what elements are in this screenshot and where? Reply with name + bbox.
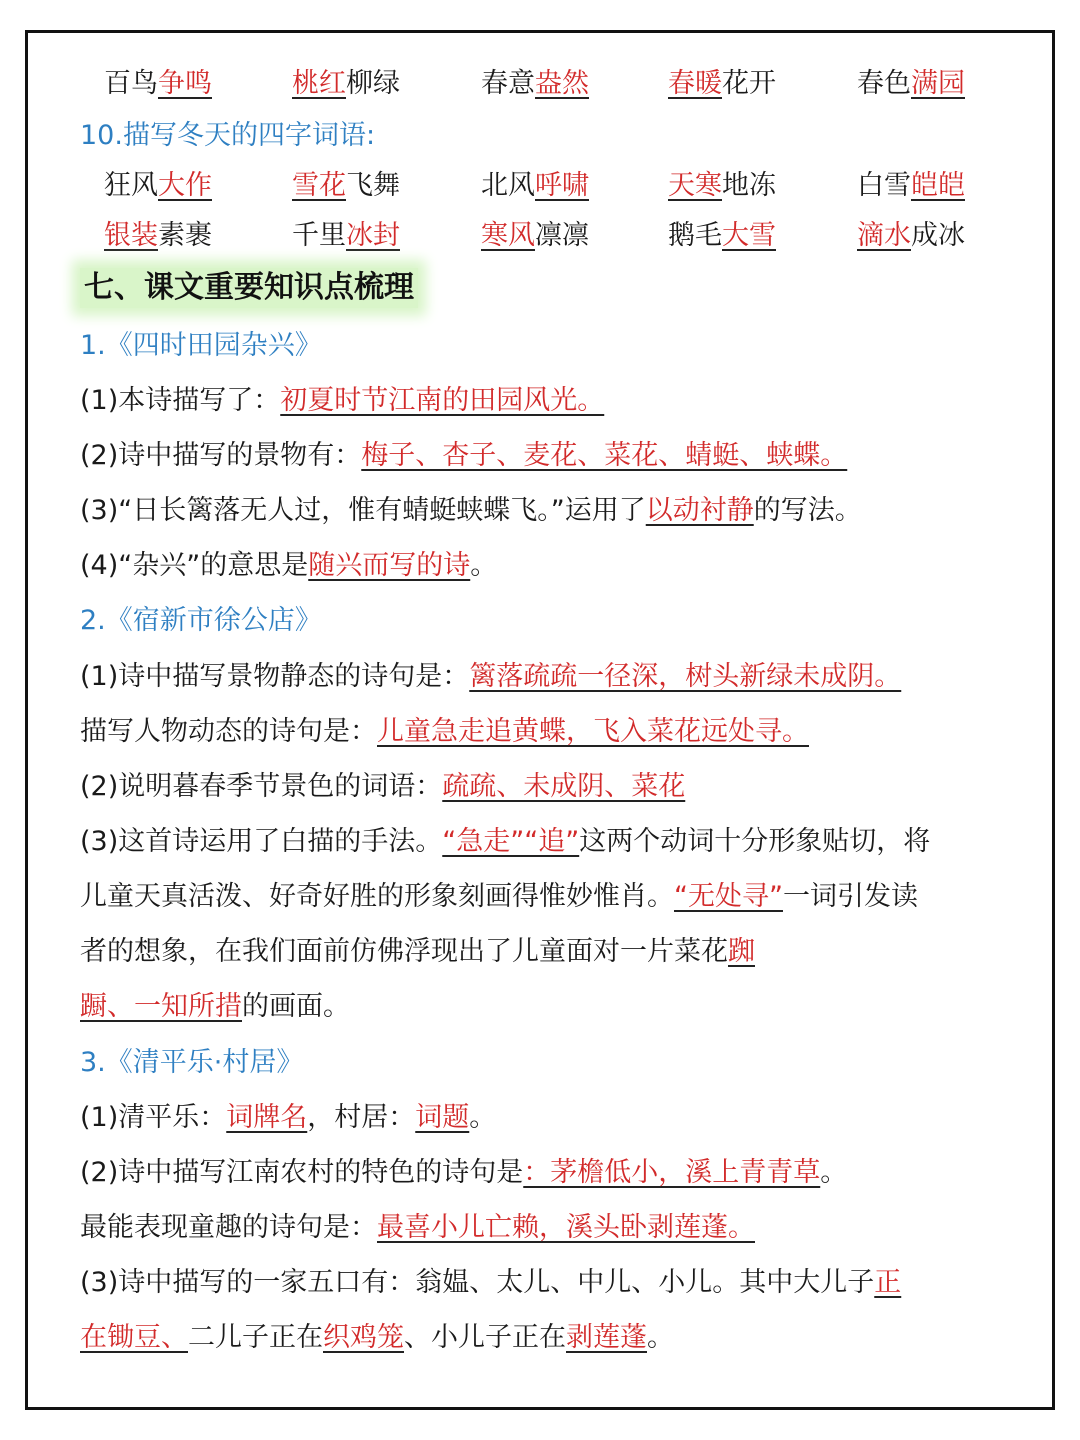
poem-1-title: 1.《四时田园杂兴》 <box>80 330 322 361</box>
idiom-cell: 滴水成冰 <box>857 220 965 251</box>
poem-2-q3-line1: (3)这首诗运用了白描的手法。“急走”“追”这两个动词十分形象贴切，将 <box>80 826 931 857</box>
winter-idiom-row-2 <box>0 214 1080 258</box>
idiom-cell: 白雪皑皑 <box>857 170 965 201</box>
spring-idiom-row <box>0 62 1080 106</box>
poem-3-q2: (2)诗中描写江南农村的特色的诗句是：茅檐低小，溪上青青草。 <box>80 1157 848 1188</box>
poem-2-q2: (2)说明暮春季节景色的词语：疏疏、未成阴、菜花 <box>80 771 686 802</box>
poem-1-q2: (2)诗中描写的景物有：梅子、杏子、麦花、菜花、蜻蜓、蛱蝶。 <box>80 440 848 471</box>
idiom-cell: 春暖花开 <box>668 68 776 99</box>
idiom-cell: 银装素裹 <box>104 220 212 251</box>
idiom-cell: 鹅毛大雪 <box>668 220 776 251</box>
poem-3-q2b: 最能表现童趣的诗句是：最喜小儿亡赖，溪头卧剥莲蓬。 <box>80 1212 755 1243</box>
idiom-cell: 寒风凛凛 <box>481 220 589 251</box>
idiom-cell: 百鸟争鸣 <box>104 68 212 99</box>
poem-1-q3: (3)“日长篱落无人过，惟有蜻蜓蛱蝶飞。”运用了以动衬静的写法。 <box>80 495 862 526</box>
poem-2-q3-line3: 者的想象，在我们面前仿佛浮现出了儿童面对一片菜花踟 <box>80 936 755 967</box>
poem-2-q3-line2: 儿童天真活泼、好奇好胜的形象刻画得惟妙惟肖。“无处寻”一词引发读 <box>80 881 918 912</box>
poem-1-q1: (1)本诗描写了：初夏时节江南的田园风光。 <box>80 385 605 416</box>
idiom-cell: 春色满园 <box>857 68 965 99</box>
poem-3-q1: (1)清平乐：词牌名，村居：词题。 <box>80 1102 497 1133</box>
idiom-cell: 狂风大作 <box>104 170 212 201</box>
idiom-cell: 桃红柳绿 <box>292 68 400 99</box>
poem-2-title: 2.《宿新市徐公店》 <box>80 605 322 636</box>
winter-idiom-row-1 <box>0 164 1080 208</box>
idiom-cell: 千里冰封 <box>292 220 400 251</box>
idiom-cell: 北风呼啸 <box>481 170 589 201</box>
poem-2-q1: (1)诗中描写景物静态的诗句是：篱落疏疏一径深，树头新绿未成阴。 <box>80 661 902 692</box>
section-heading: 七、课文重要知识点梳理 <box>80 268 418 308</box>
poem-3-q3-line1: (3)诗中描写的一家五口有：翁媪、太儿、中儿、小儿。其中大儿子正 <box>80 1267 902 1298</box>
poem-1-q4: (4)“杂兴”的意思是随兴而写的诗。 <box>80 550 498 581</box>
idiom-cell: 雪花飞舞 <box>292 170 400 201</box>
poem-3-title: 3.《清平乐·村居》 <box>80 1047 304 1078</box>
idiom-cell: 天寒地冻 <box>668 170 776 201</box>
poem-2-q3-line4: 蹰、一知所措的画面。 <box>80 991 350 1022</box>
winter-heading: 10.描写冬天的四字词语: <box>80 120 376 151</box>
poem-3-q3-line2: 在锄豆、二儿子正在织鸡笼、小儿子正在剥莲蓬。 <box>80 1322 674 1353</box>
idiom-cell: 春意盎然 <box>481 68 589 99</box>
poem-2-q1b: 描写人物动态的诗句是：儿童急走追黄蝶，飞入菜花远处寻。 <box>80 716 809 747</box>
